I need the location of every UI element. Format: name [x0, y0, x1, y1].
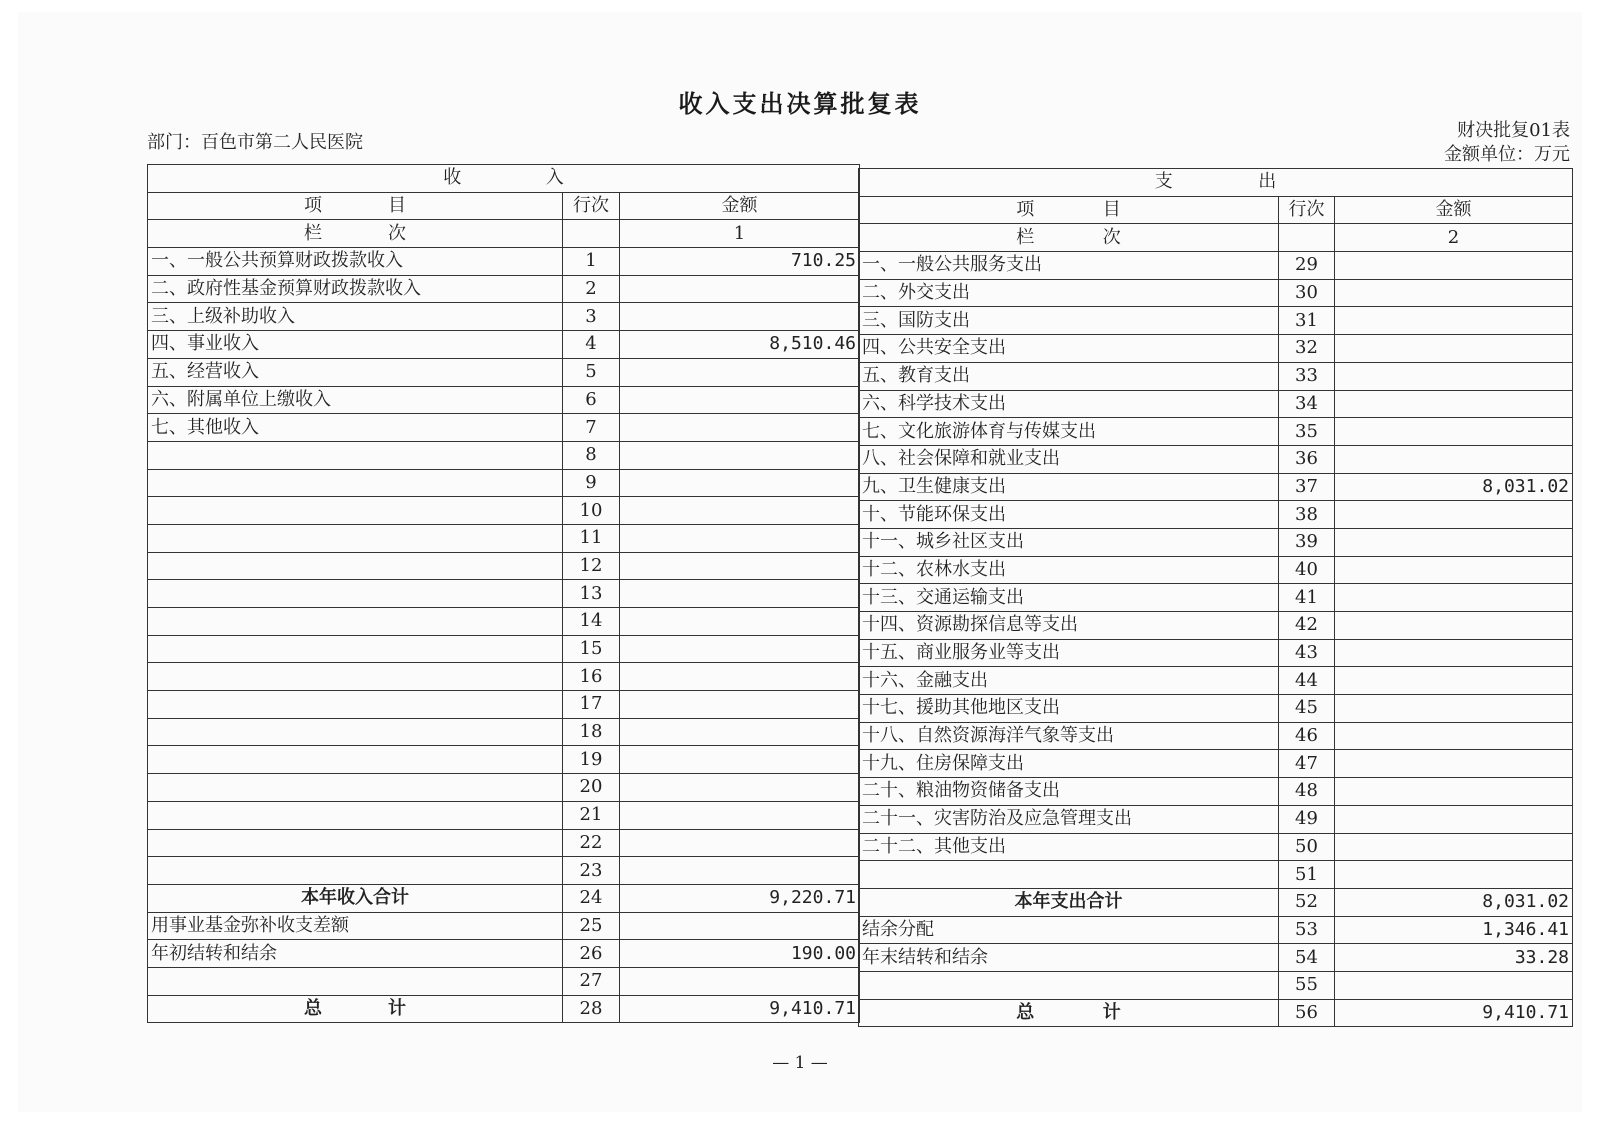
income-col-label-b: 次: [388, 222, 406, 244]
department-label: 部门：百色市第二人民医院: [147, 132, 363, 153]
income-row-item: [148, 635, 563, 663]
income-row-number: 21: [563, 801, 620, 829]
income-table-row: [148, 912, 860, 940]
income-row-number: 5: [563, 358, 620, 386]
income-row-item: 四、事业收入: [148, 331, 563, 359]
expense-row-item: 六、科学技术支出: [859, 390, 1279, 418]
expense-header-left: 支: [1154, 171, 1173, 193]
expense-row-number: 56: [1279, 999, 1335, 1027]
income-row-item: 五、经营收入: [148, 358, 563, 386]
expense-row-number: 35: [1279, 418, 1335, 446]
expense-header-row: [859, 169, 1573, 197]
income-table-row: [148, 635, 860, 663]
expense-row-amount: [1335, 362, 1573, 390]
expense-table-row: [859, 528, 1573, 556]
expense-row-number: 34: [1279, 390, 1335, 418]
expense-row-number: 39: [1279, 528, 1335, 556]
income-table-row: [148, 248, 860, 276]
income-row-amount: [620, 497, 860, 525]
expense-table-row: [859, 252, 1573, 280]
expense-col-item-a: 项: [1016, 199, 1035, 221]
income-row-number: 19: [563, 746, 620, 774]
expense-row-item: 十三、交通运输支出: [859, 584, 1279, 612]
income-row-item: [148, 967, 563, 995]
expense-col-amount: 金额: [1335, 196, 1573, 224]
expense-row-number: 55: [1279, 971, 1335, 999]
income-row-item: [148, 774, 563, 802]
income-table-row: [148, 774, 860, 802]
expense-table-row: [859, 861, 1573, 889]
expense-row-item: 十一、城乡社区支出: [859, 528, 1279, 556]
income-row-amount: [620, 608, 860, 636]
expense-row-number: 53: [1279, 916, 1335, 944]
expense-row-number: 33: [1279, 362, 1335, 390]
income-row-amount: 190.00: [620, 940, 860, 968]
income-col-label: [148, 220, 563, 248]
income-row-number: 26: [563, 940, 620, 968]
income-row-item: [148, 580, 563, 608]
income-table-row: [148, 441, 860, 469]
page-number: — 1 —: [772, 1053, 828, 1073]
expense-row-number: 38: [1279, 501, 1335, 529]
income-table-row: [148, 386, 860, 414]
expense-table-row: [859, 362, 1573, 390]
expense-table-row: [859, 971, 1573, 999]
expense-row-number: 37: [1279, 473, 1335, 501]
expense-row-item: 十二、农林水支出: [859, 556, 1279, 584]
expense-row-number: 50: [1279, 833, 1335, 861]
expense-row-item: 十四、资源勘探信息等支出: [859, 612, 1279, 640]
expense-table-row: [859, 944, 1573, 972]
expense-row-item: 十九、住房保障支出: [859, 750, 1279, 778]
expense-row-amount: [1335, 501, 1573, 529]
expense-row-item: 结余分配: [859, 916, 1279, 944]
income-row-item: 二、政府性基金预算财政拨款收入: [148, 275, 563, 303]
expense-row-item: 十七、援助其他地区支出: [859, 695, 1279, 723]
expense-row-amount: [1335, 667, 1573, 695]
expense-row-amount: [1335, 833, 1573, 861]
expense-row-amount: [1335, 750, 1573, 778]
expense-row-amount: [1335, 695, 1573, 723]
income-row-item: [148, 857, 563, 885]
income-table-row: [148, 940, 860, 968]
income-row-amount: [620, 358, 860, 386]
income-table-row: [148, 801, 860, 829]
income-table-row: [148, 663, 860, 691]
expense-row-amount: [1335, 612, 1573, 640]
income-table-row: [148, 414, 860, 442]
income-row-item: 年初结转和结余: [148, 940, 563, 968]
income-table-row: [148, 829, 860, 857]
expense-row-item: 十五、商业服务业等支出: [859, 639, 1279, 667]
income-row-amount: [620, 663, 860, 691]
income-row-number: 17: [563, 691, 620, 719]
income-total-char: 计: [388, 997, 406, 1019]
income-header-row: [148, 165, 860, 193]
income-row-number: 14: [563, 608, 620, 636]
income-table-row: [148, 857, 860, 885]
income-row-amount: [620, 386, 860, 414]
expense-row-number: 49: [1279, 805, 1335, 833]
expense-col-row: 行次: [1279, 196, 1335, 224]
expense-row-item: 二十、粮油物资储备支出: [859, 778, 1279, 806]
expense-col-label-a: 栏: [1016, 226, 1035, 248]
expense-row-item: [859, 861, 1279, 889]
form-code: 财决批复01表: [1457, 120, 1570, 141]
income-row-item: [148, 995, 563, 1023]
expense-col-index-blank: [1279, 224, 1335, 252]
expense-col-item: [859, 196, 1279, 224]
expense-row-amount: [1335, 335, 1573, 363]
income-table-row: [148, 995, 860, 1023]
income-row-item: [148, 746, 563, 774]
expense-row-amount: [1335, 584, 1573, 612]
income-column-index-row: [148, 220, 860, 248]
income-row-item: [148, 663, 563, 691]
income-row-amount: 9,220.71: [620, 884, 860, 912]
income-row-amount: [620, 580, 860, 608]
expense-row-item: 九、卫生健康支出: [859, 473, 1279, 501]
income-row-item: [148, 608, 563, 636]
income-row-item: [148, 497, 563, 525]
income-row-item: [148, 469, 563, 497]
income-row-number: 1: [563, 248, 620, 276]
page-title: 收入支出决算批复表: [678, 90, 922, 118]
expense-row-amount: 9,410.71: [1335, 999, 1573, 1027]
expense-row-item: 七、文化旅游体育与传媒支出: [859, 418, 1279, 446]
income-row-number: 2: [563, 275, 620, 303]
income-table: [147, 164, 860, 1023]
expense-row-amount: 1,346.41: [1335, 916, 1573, 944]
expense-row-amount: [1335, 805, 1573, 833]
income-table-row: [148, 580, 860, 608]
amount-unit: 金额单位：万元: [1444, 144, 1570, 165]
expense-col-label: [859, 224, 1279, 252]
expense-total-char: 计: [1102, 1001, 1121, 1023]
income-section-header: [148, 165, 860, 193]
income-row-item: [148, 441, 563, 469]
income-row-number: 24: [563, 884, 620, 912]
expense-row-number: 36: [1279, 445, 1335, 473]
income-row-number: 28: [563, 995, 620, 1023]
expense-row-amount: [1335, 639, 1573, 667]
income-col-item: [148, 192, 563, 220]
expense-row-amount: [1335, 307, 1573, 335]
income-table-row: [148, 746, 860, 774]
income-table-row: [148, 275, 860, 303]
income-row-amount: [620, 441, 860, 469]
income-row-amount: [620, 524, 860, 552]
income-row-item: 七、其他收入: [148, 414, 563, 442]
expense-row-item: [859, 999, 1279, 1027]
income-table-row: [148, 303, 860, 331]
expense-row-item: 五、教育支出: [859, 362, 1279, 390]
expense-row-number: 52: [1279, 888, 1335, 916]
expense-table-row: [859, 612, 1573, 640]
income-row-item: [148, 691, 563, 719]
expense-table-row: [859, 667, 1573, 695]
income-col-item-b: 目: [388, 195, 406, 217]
income-row-number: 4: [563, 331, 620, 359]
expense-section-header: [859, 169, 1573, 197]
expense-table-row: [859, 778, 1573, 806]
income-table-row: [148, 608, 860, 636]
income-table-row: [148, 718, 860, 746]
income-row-number: 25: [563, 912, 620, 940]
income-col-amount: 金额: [620, 192, 860, 220]
expense-table-row: [859, 750, 1573, 778]
income-row-item: [148, 552, 563, 580]
expense-table-row: [859, 418, 1573, 446]
expense-row-amount: [1335, 556, 1573, 584]
expense-row-amount: [1335, 722, 1573, 750]
expense-row-amount: [1335, 445, 1573, 473]
expense-row-item: 一、一般公共服务支出: [859, 252, 1279, 280]
expense-table-row: [859, 390, 1573, 418]
income-header-right: 入: [545, 167, 564, 189]
expense-row-number: 31: [1279, 307, 1335, 335]
income-row-item: [148, 801, 563, 829]
income-row-number: 9: [563, 469, 620, 497]
expense-row-item: 八、社会保障和就业支出: [859, 445, 1279, 473]
income-table-row: [148, 331, 860, 359]
income-table-row: [148, 691, 860, 719]
income-column-header-row: [148, 192, 860, 220]
expense-row-number: 40: [1279, 556, 1335, 584]
income-row-amount: 9,410.71: [620, 995, 860, 1023]
expense-row-item: 二十一、灾害防治及应急管理支出: [859, 805, 1279, 833]
income-row-item: 六、附属单位上缴收入: [148, 386, 563, 414]
expense-row-amount: [1335, 418, 1573, 446]
income-row-item: [148, 829, 563, 857]
income-col-index: 1: [620, 220, 860, 248]
income-row-amount: [620, 414, 860, 442]
expense-row-number: 46: [1279, 722, 1335, 750]
income-row-amount: [620, 912, 860, 940]
income-table-row: [148, 358, 860, 386]
income-row-item: 三、上级补助收入: [148, 303, 563, 331]
expense-row-item: 十六、金融支出: [859, 667, 1279, 695]
expense-table-row: [859, 805, 1573, 833]
income-table-row: [148, 469, 860, 497]
income-row-amount: [620, 469, 860, 497]
expense-row-number: 30: [1279, 279, 1335, 307]
expense-row-item: 二十二、其他支出: [859, 833, 1279, 861]
income-row-amount: [620, 718, 860, 746]
income-row-number: 12: [563, 552, 620, 580]
income-row-number: 11: [563, 524, 620, 552]
expense-row-amount: 33.28: [1335, 944, 1573, 972]
expense-col-index: 2: [1335, 224, 1573, 252]
expense-row-number: 41: [1279, 584, 1335, 612]
expense-row-amount: [1335, 528, 1573, 556]
expense-header-right: 出: [1258, 171, 1277, 193]
expense-table-row: [859, 833, 1573, 861]
income-total-char: 总: [304, 997, 322, 1019]
expense-table-row: [859, 695, 1573, 723]
expense-row-number: 54: [1279, 944, 1335, 972]
income-row-amount: [620, 303, 860, 331]
income-table-row: [148, 967, 860, 995]
income-table-row: [148, 552, 860, 580]
expense-row-number: 48: [1279, 778, 1335, 806]
expense-table-row: [859, 999, 1573, 1027]
income-row-item: [148, 718, 563, 746]
expense-row-amount: [1335, 390, 1573, 418]
income-row-item: 一、一般公共预算财政拨款收入: [148, 248, 563, 276]
income-row-number: 8: [563, 441, 620, 469]
expense-row-item: 年末结转和结余: [859, 944, 1279, 972]
income-row-amount: [620, 275, 860, 303]
income-row-number: 3: [563, 303, 620, 331]
expense-table-row: [859, 888, 1573, 916]
expense-row-amount: [1335, 861, 1573, 889]
income-col-label-a: 栏: [304, 222, 322, 244]
income-row-amount: [620, 635, 860, 663]
expense-col-label-b: 次: [1102, 226, 1121, 248]
expense-table-row: [859, 639, 1573, 667]
expense-row-item: [859, 971, 1279, 999]
income-row-number: 27: [563, 967, 620, 995]
expense-table-row: [859, 335, 1573, 363]
expense-table-row: [859, 307, 1573, 335]
expense-row-number: 43: [1279, 639, 1335, 667]
income-row-amount: [620, 857, 860, 885]
income-row-amount: [620, 801, 860, 829]
expense-table: [858, 168, 1573, 1027]
income-row-number: 16: [563, 663, 620, 691]
income-row-amount: 710.25: [620, 248, 860, 276]
expense-table-row: [859, 722, 1573, 750]
income-row-number: 15: [563, 635, 620, 663]
expense-table-row: [859, 584, 1573, 612]
income-col-row: 行次: [563, 192, 620, 220]
income-table-row: [148, 884, 860, 912]
expense-row-number: 42: [1279, 612, 1335, 640]
expense-row-amount: [1335, 971, 1573, 999]
income-row-item: 用事业基金弥补收支差额: [148, 912, 563, 940]
income-row-number: 23: [563, 857, 620, 885]
expense-row-item: 十八、自然资源海洋气象等支出: [859, 722, 1279, 750]
expense-row-number: 29: [1279, 252, 1335, 280]
expense-row-number: 45: [1279, 695, 1335, 723]
expense-row-item: 二、外交支出: [859, 279, 1279, 307]
income-table-row: [148, 524, 860, 552]
income-row-amount: 8,510.46: [620, 331, 860, 359]
income-table-row: [148, 497, 860, 525]
income-row-item: [148, 524, 563, 552]
income-row-number: 20: [563, 774, 620, 802]
expense-row-item: 四、公共安全支出: [859, 335, 1279, 363]
expense-table-row: [859, 916, 1573, 944]
income-col-index-blank: [563, 220, 620, 248]
expense-row-amount: [1335, 778, 1573, 806]
income-header-left: 收: [443, 167, 462, 189]
income-row-amount: [620, 829, 860, 857]
expense-table-row: [859, 501, 1573, 529]
expense-table-row: [859, 473, 1573, 501]
expense-table-row: [859, 556, 1573, 584]
expense-row-item: 十、节能环保支出: [859, 501, 1279, 529]
expense-row-amount: 8,031.02: [1335, 473, 1573, 501]
income-row-number: 13: [563, 580, 620, 608]
expense-row-item: 本年支出合计: [859, 888, 1279, 916]
expense-row-number: 51: [1279, 861, 1335, 889]
expense-table-row: [859, 445, 1573, 473]
income-row-amount: [620, 552, 860, 580]
expense-row-amount: 8,031.02: [1335, 888, 1573, 916]
expense-row-item: 三、国防支出: [859, 307, 1279, 335]
income-row-number: 7: [563, 414, 620, 442]
expense-row-number: 32: [1279, 335, 1335, 363]
expense-row-number: 44: [1279, 667, 1335, 695]
expense-row-amount: [1335, 252, 1573, 280]
expense-column-header-row: [859, 196, 1573, 224]
expense-total-char: 总: [1016, 1001, 1035, 1023]
expense-row-number: 47: [1279, 750, 1335, 778]
expense-table-row: [859, 279, 1573, 307]
income-row-number: 18: [563, 718, 620, 746]
income-row-item: 本年收入合计: [148, 884, 563, 912]
income-row-amount: [620, 746, 860, 774]
income-col-item-a: 项: [304, 195, 322, 217]
expense-row-amount: [1335, 279, 1573, 307]
income-row-number: 6: [563, 386, 620, 414]
income-row-number: 22: [563, 829, 620, 857]
income-row-amount: [620, 967, 860, 995]
expense-col-item-b: 目: [1102, 199, 1121, 221]
income-row-number: 10: [563, 497, 620, 525]
expense-column-index-row: [859, 224, 1573, 252]
income-row-amount: [620, 774, 860, 802]
income-row-amount: [620, 691, 860, 719]
